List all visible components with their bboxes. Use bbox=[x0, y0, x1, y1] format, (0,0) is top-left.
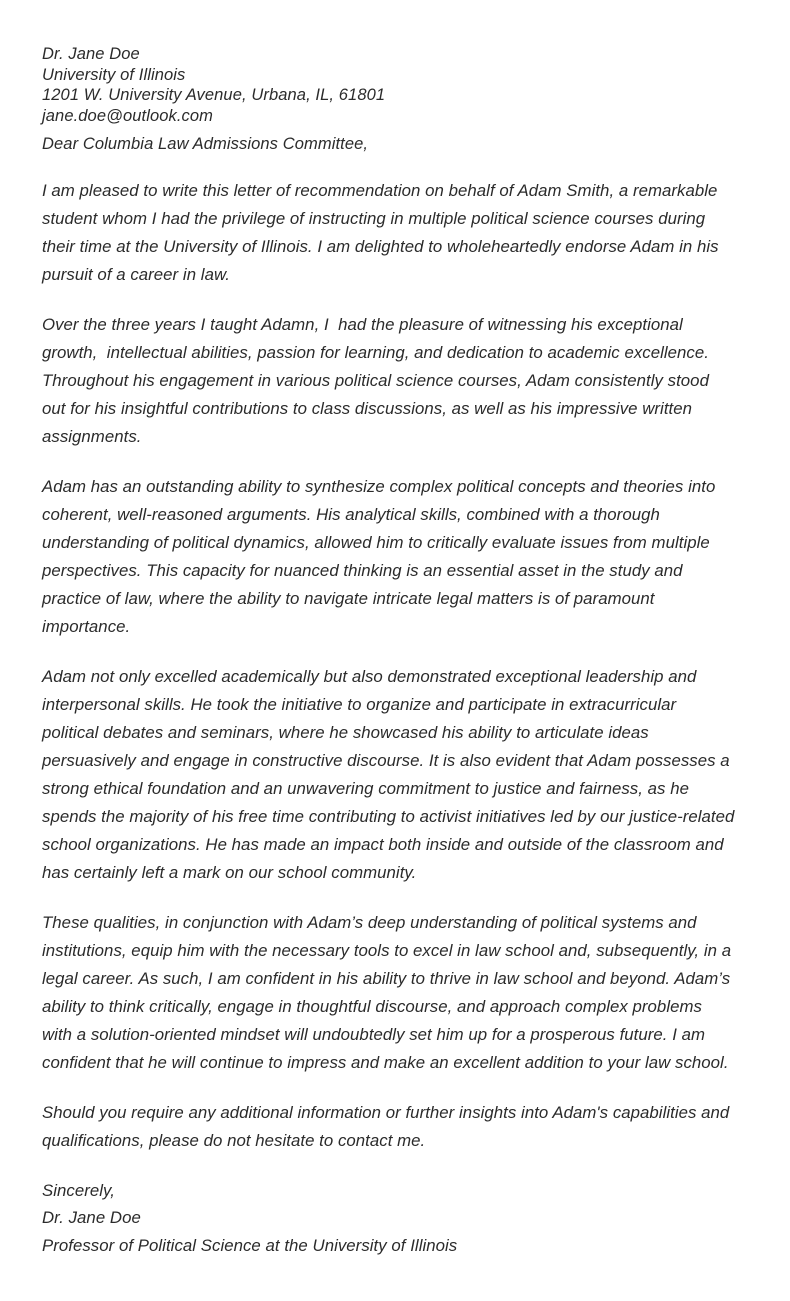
letter-paragraph: Over the three years I taught Adamn, I had the pleasure of witnessing his exceptional growth, intellectual abilities, passion for learning, and dedication to academic excellence. Throughout his engagement in various political science courses, Adam consistently stood out for his insightful contributions to class discussions, as well as his impressive written assignments. bbox=[42, 314, 714, 446]
sender-address: 1201 W. University Avenue, Urbana, IL, 61801 bbox=[42, 86, 386, 104]
sender-organization: University of Illinois bbox=[42, 65, 186, 84]
letter-closing-block bbox=[42, 1177, 736, 1260]
closing-salutation: Sincerely, bbox=[42, 1180, 115, 1200]
letter-body bbox=[42, 44, 740, 1259]
sender-name: Dr. Jane Doe bbox=[42, 45, 140, 63]
letter-paragraph: Adam has an outstanding ability to synthesize complex political concepts and theories into coherent, well-reasoned arguments. His analytical skills, combined with a thorough understanding of political dynamics, allowed him to critically evaluate issues from multiple perspectives. This capacity for nuanced thinking is an essential asset in the study and practice of law, where the ability to navigate intricate legal matters is of paramount importance. bbox=[42, 476, 721, 636]
closing-name: Dr. Jane Doe bbox=[42, 1208, 141, 1227]
sender-header-block bbox=[42, 44, 736, 126]
letter-greeting: Dear Columbia Law Admissions Committee, bbox=[42, 135, 369, 153]
letter-paragraph: I am pleased to write this letter of recommendation on behalf of Adam Smith, a remarkable student whom I had the privilege of instructing in multiple political science courses during their time at the University of Illinois. I am delighted to wholeheartedly endorse Adam in his pursuit of a career in law. bbox=[42, 180, 724, 284]
sender-email: jane.doe@outlook.com bbox=[42, 106, 214, 125]
letter-paragraph: These qualities, in conjunction with Adam’s deep understanding of political systems and institutions, equip him with the necessary tools to excel in law school and, subsequently, in a legal career. As such, I am confident in his ability to thrive in law school and beyond. Adam’s ability to think critically, engage in thoughtful discourse, and approach complex problems with a solution-oriented mindset will undoubtedly set him up for a prosperous future. I am confident that he will continue to impress and make an excellent addition to your law school. bbox=[42, 912, 736, 1072]
letter-paragraph: Adam not only excelled academically but also demonstrated exceptional leadership and interpersonal skills. He took the initiative to organize and participate in extracurricular political debates and seminars, where he showcased his ability to articulate ideas persuasively and engage in constructive discourse. It is also evident that Adam possesses a strong ethical foundation and an unwavering commitment to justice and fairness, as he spends the majority of his free time contributing to activist initiatives led by our justice-related school organizations. He has made an impact both inside and outside of the classroom and has certainly left a mark on our school community. bbox=[42, 666, 740, 882]
closing-title: Professor of Political Science at the University of Illinois bbox=[42, 1235, 458, 1255]
letter-paragraph: Should you require any additional information or further insights into Adam's capabilities and qualifications, please do not hesitate to contact me. bbox=[42, 1102, 735, 1150]
letter-paragraphs bbox=[42, 177, 740, 1155]
